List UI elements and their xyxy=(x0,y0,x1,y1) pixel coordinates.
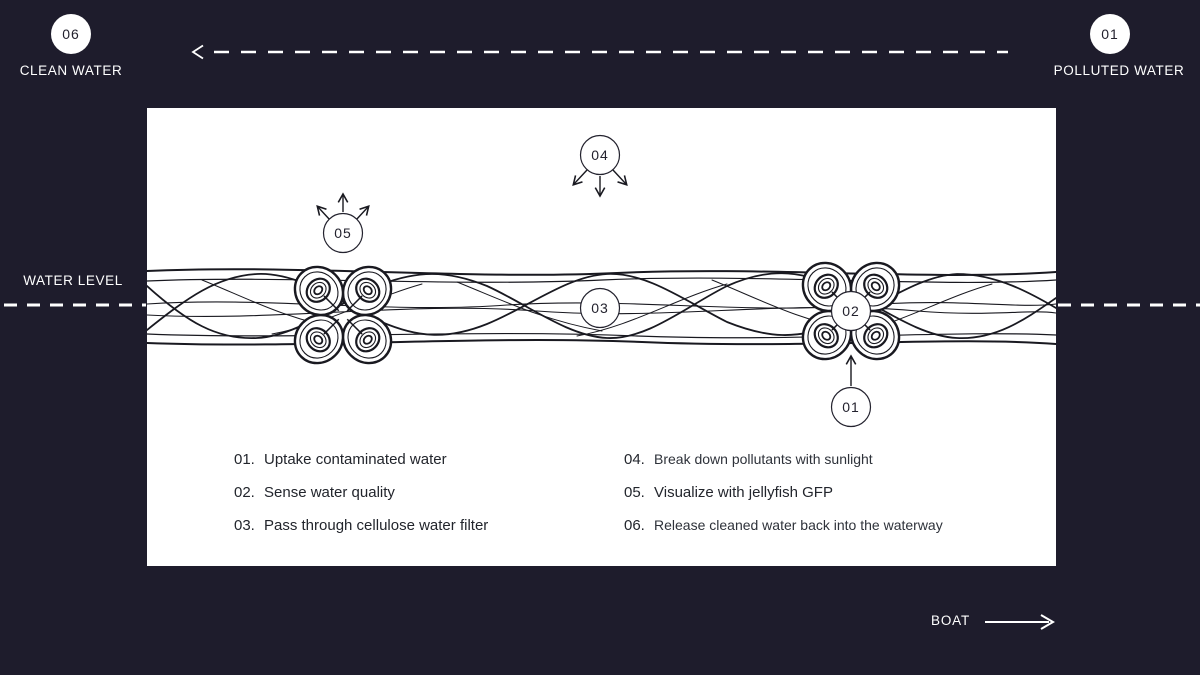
legend-number: 05. xyxy=(624,484,645,501)
legend-text: Pass through cellulose water filter xyxy=(264,517,489,534)
legend-text: Visualize with jellyfish GFP xyxy=(654,484,833,501)
legend-number: 02. xyxy=(234,484,255,501)
legend-item-01 xyxy=(234,451,488,471)
legend-number: 04. xyxy=(624,451,645,468)
legend-item-04 xyxy=(624,451,943,471)
legend-text: Uptake contaminated water xyxy=(264,451,447,468)
legend-left-column xyxy=(234,451,488,550)
legend-text: Release cleaned water back into the waterway xyxy=(654,517,943,533)
marker-04 xyxy=(581,136,620,175)
legend-text: Break down pollutants with sunlight xyxy=(654,451,873,467)
svg-text:02: 02 xyxy=(842,303,860,319)
marker-01 xyxy=(832,388,871,427)
clean-water-number: 06 xyxy=(62,26,80,42)
legend-number: 03. xyxy=(234,517,255,534)
legend-number: 01. xyxy=(234,451,255,468)
flow-direction-dashed-arrow-icon xyxy=(188,42,1013,62)
legend-item-06 xyxy=(624,517,943,537)
diagram-panel xyxy=(147,108,1056,566)
legend-item-03 xyxy=(234,517,488,537)
legend-text: Sense water quality xyxy=(264,484,395,501)
water-level-label: WATER LEVEL xyxy=(23,273,123,288)
polluted-water-label: POLLUTED WATER xyxy=(1053,63,1185,78)
svg-text:05: 05 xyxy=(334,225,352,241)
clean-water-badge xyxy=(51,14,91,54)
svg-text:04: 04 xyxy=(591,147,609,163)
svg-text:03: 03 xyxy=(591,300,609,316)
marker-05 xyxy=(324,214,363,253)
legend-right-column xyxy=(624,451,943,550)
boat-label: BOAT xyxy=(931,613,970,628)
svg-text:01: 01 xyxy=(842,399,860,415)
polluted-water-badge xyxy=(1090,14,1130,54)
boat-direction-arrow-icon xyxy=(980,612,1065,632)
legend-number: 06. xyxy=(624,517,645,534)
marker-02 xyxy=(832,292,871,331)
marker-03 xyxy=(581,289,620,328)
polluted-water-number: 01 xyxy=(1101,26,1119,42)
left-rosette xyxy=(285,257,401,373)
legend-item-02 xyxy=(234,484,488,504)
clean-water-label: CLEAN WATER xyxy=(19,63,123,78)
legend-item-05 xyxy=(624,484,943,504)
